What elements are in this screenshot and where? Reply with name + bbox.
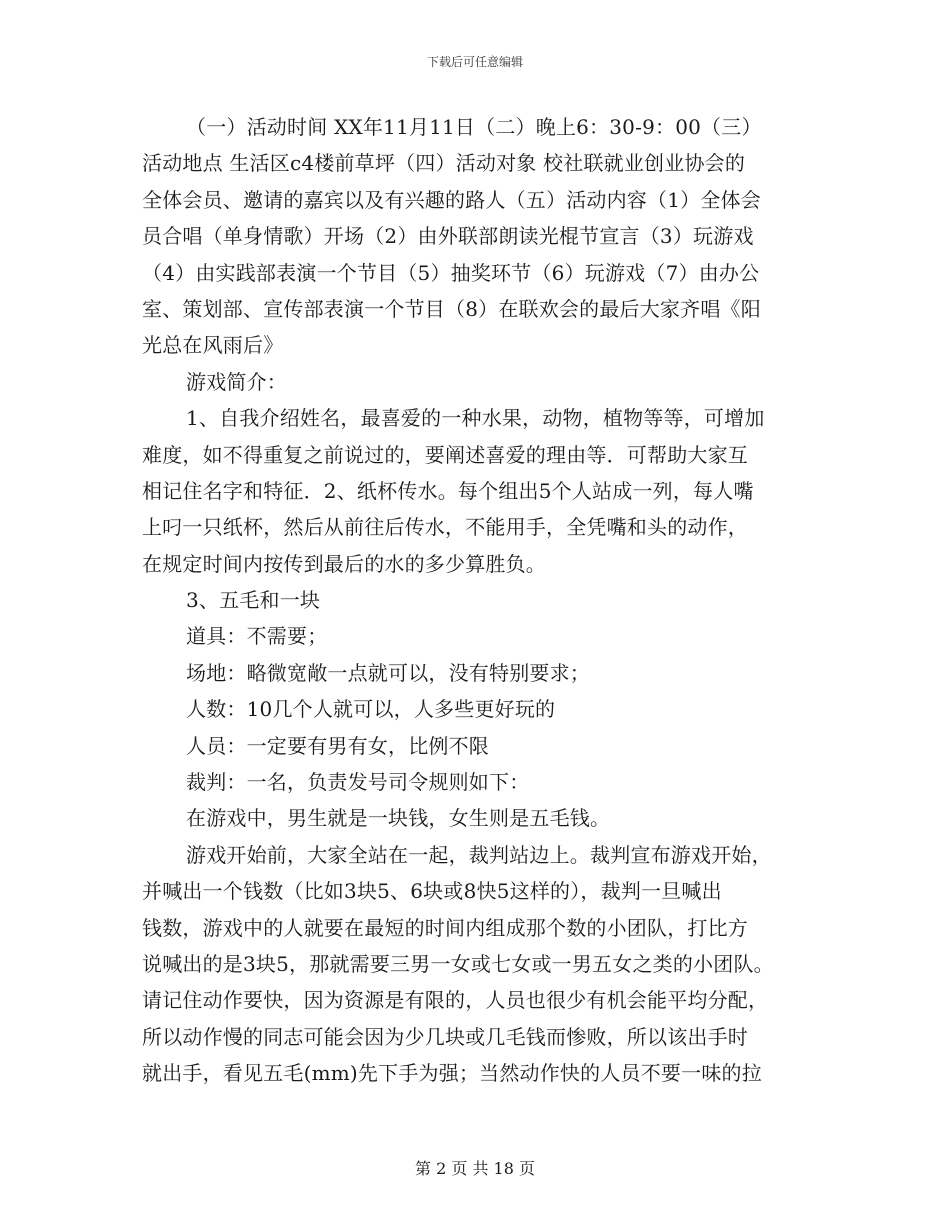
text-line: 1、自我介绍姓名，最喜爱的一种水果，动物，植物等等，可增加: [186, 406, 765, 431]
text-line: （4）由实践部表演一个节目（5）抽奖环节（6）玩游戏（7）由办公: [142, 260, 760, 285]
text-line: 人员：一定要有男有女，比例不限: [186, 733, 489, 758]
page-number: 第 2 页 共 18 页: [415, 1159, 535, 1178]
text-line: 光总在风雨后》: [142, 333, 284, 358]
text-line: 在规定时间内按传到最后的水的多少算胜负。: [142, 551, 546, 576]
text-line: 全体会员、邀请的嘉宾以及有兴趣的路人（五）活动内容（1）全体会: [142, 187, 761, 212]
page-header: 下载后可任意编辑: [426, 55, 523, 69]
text-line: 人数：10几个人就可以，人多些更好玩的: [186, 697, 556, 722]
text-line: 室、策划部、宣传部表演一个节目（8）在联欢会的最后大家齐唱《阳: [142, 296, 761, 321]
text-line: 场地：略微宽敞一点就可以，没有特别要求；: [186, 660, 590, 685]
text-line: 活动地点 生活区c4楼前草坪（四）活动对象 校社联就业创业协会的: [142, 151, 746, 176]
text-line: 钱数，游戏中的人就要在最短的时间内组成那个数的小团队，打比方: [142, 915, 748, 940]
text-line: 裁判：一名，负责发号司令规则如下：: [186, 770, 530, 795]
text-line: 难度，如不得重复之前说过的，要阐述喜爱的理由等．可帮助大家互: [142, 442, 748, 467]
text-line: 员合唱（单身情歌）开场（2）由外联部朗读光棍节宣言（3）玩游戏: [142, 224, 754, 249]
text-line: 请记住动作要快，因为资源是有限的，人员也很少有机会能平均分配，: [142, 988, 769, 1013]
text-line: 道具：不需要；: [186, 624, 328, 649]
document-body: [142, 109, 818, 1092]
text-line: 并喊出一个钱数（比如3块5、6块或8快5这样的），裁判一旦喊出: [142, 879, 722, 904]
section-heading: 3、五毛和一块: [186, 588, 321, 613]
text-line: 相记住名字和特征．2、纸杯传水。每个组出5个人站成一列，每人嘴: [142, 478, 754, 503]
text-line: 所以动作慢的同志可能会因为少几块或几毛钱而惨败，所以该出手时: [142, 1024, 748, 1049]
section-heading: 游戏简介：: [186, 369, 287, 394]
text-line: （一）活动时间 XX年11月11日（二）晚上6：30-9：00（三）: [186, 115, 762, 139]
text-line: 在游戏中，男生就是一块钱，女生则是五毛钱。: [186, 806, 611, 831]
text-line: 就出手，看见五毛(mm)先下手为强；当然动作快的人员不要一味的拉: [142, 1061, 762, 1086]
text-line: 说喊出的是3块5，那就需要三男一女或七女或一男五女之类的小团队。: [142, 951, 774, 976]
text-line: 上叼一只纸杯，然后从前往后传水，不能用手，全凭嘴和头的动作，: [142, 515, 748, 540]
text-line: 游戏开始前，大家全站在一起，裁判站边上。裁判宣布游戏开始，: [186, 842, 772, 867]
